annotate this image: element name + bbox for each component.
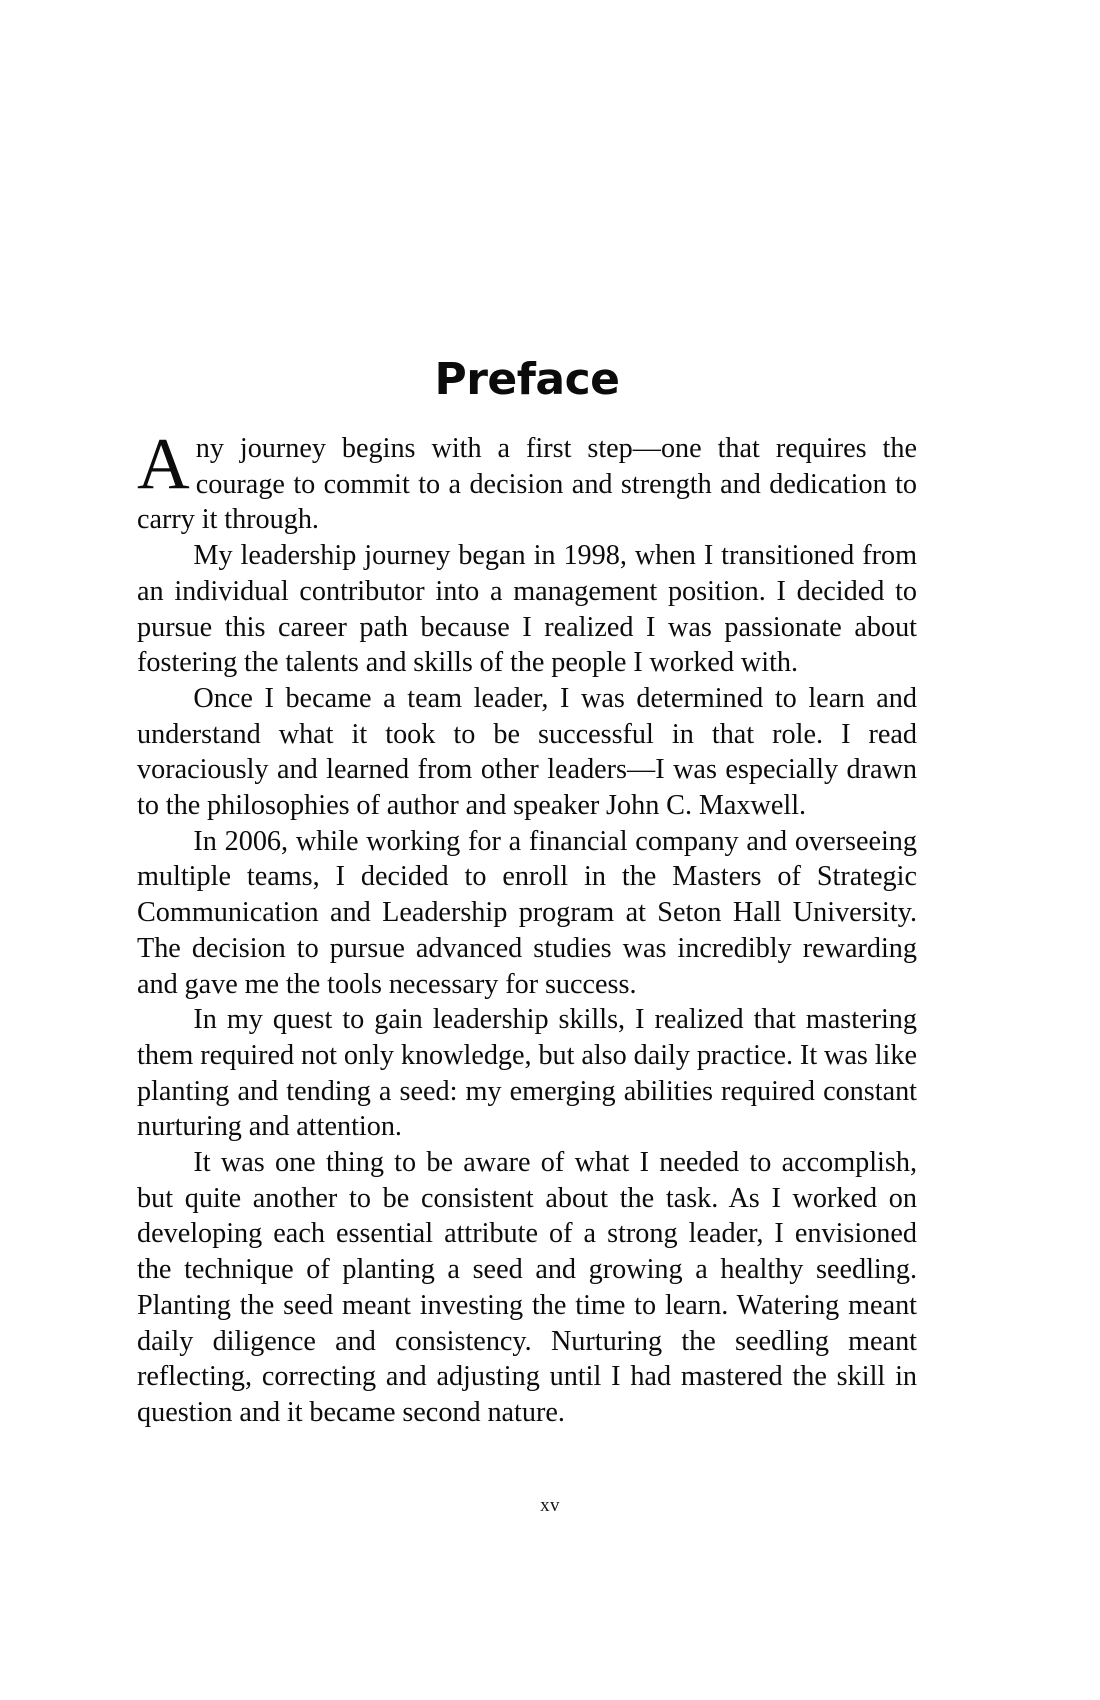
page-title: Preface: [434, 354, 620, 405]
paragraph-5: In my quest to gain leadership skills, I realized that mastering them required not only knowledge, but also daily practice. It was like planting and tending a seed: my emerging abilities required constant nurturing and attention.: [137, 1004, 917, 1143]
paragraph-6: It was one thing to be aware of what I needed to accomplish, but quite another to be consistent about the task. As I worked on developing each essential attribute of a strong leader, I envisioned the technique of planting a seed and growing a healthy seedling. Planting the seed meant investing the time to learn. Watering meant daily diligence and consistency. Nurturing the seedling meant reflecting, correcting and adjusting until I had mastered the skill in question and it became second nature.: [137, 1147, 917, 1428]
page-number: xv: [540, 1495, 560, 1516]
paragraph-3: Once I became a team leader, I was determined to learn and understand what it took to be successful in that role. I read voraciously and learned from other leaders—I was especially drawn to the philosophies of author and speaker John C. Maxwell.: [137, 682, 917, 822]
body-text: [137, 423, 917, 1431]
paragraph-4: In 2006, while working for a financial company and overseeing multiple teams, I decided to enroll in the Masters of Strategic Communication and Leadership program at Seton Hall University. The decision to pursue advanced studies was incredibly rewarding and gave me the tools necessary for success.: [137, 825, 917, 1000]
paragraph-2: My leadership journey began in 1998, when I transitioned from an individual contributor into a management position. I decided to pursue this career path because I realized I was passionate about fostering the talents and skills of the people I worked with.: [137, 540, 917, 679]
paragraph-1: Any journey begins with a first step—one that requires the courage to commit to a decision and strength and dedication to carry it through.: [137, 423, 917, 536]
text-column: [137, 0, 917, 1431]
